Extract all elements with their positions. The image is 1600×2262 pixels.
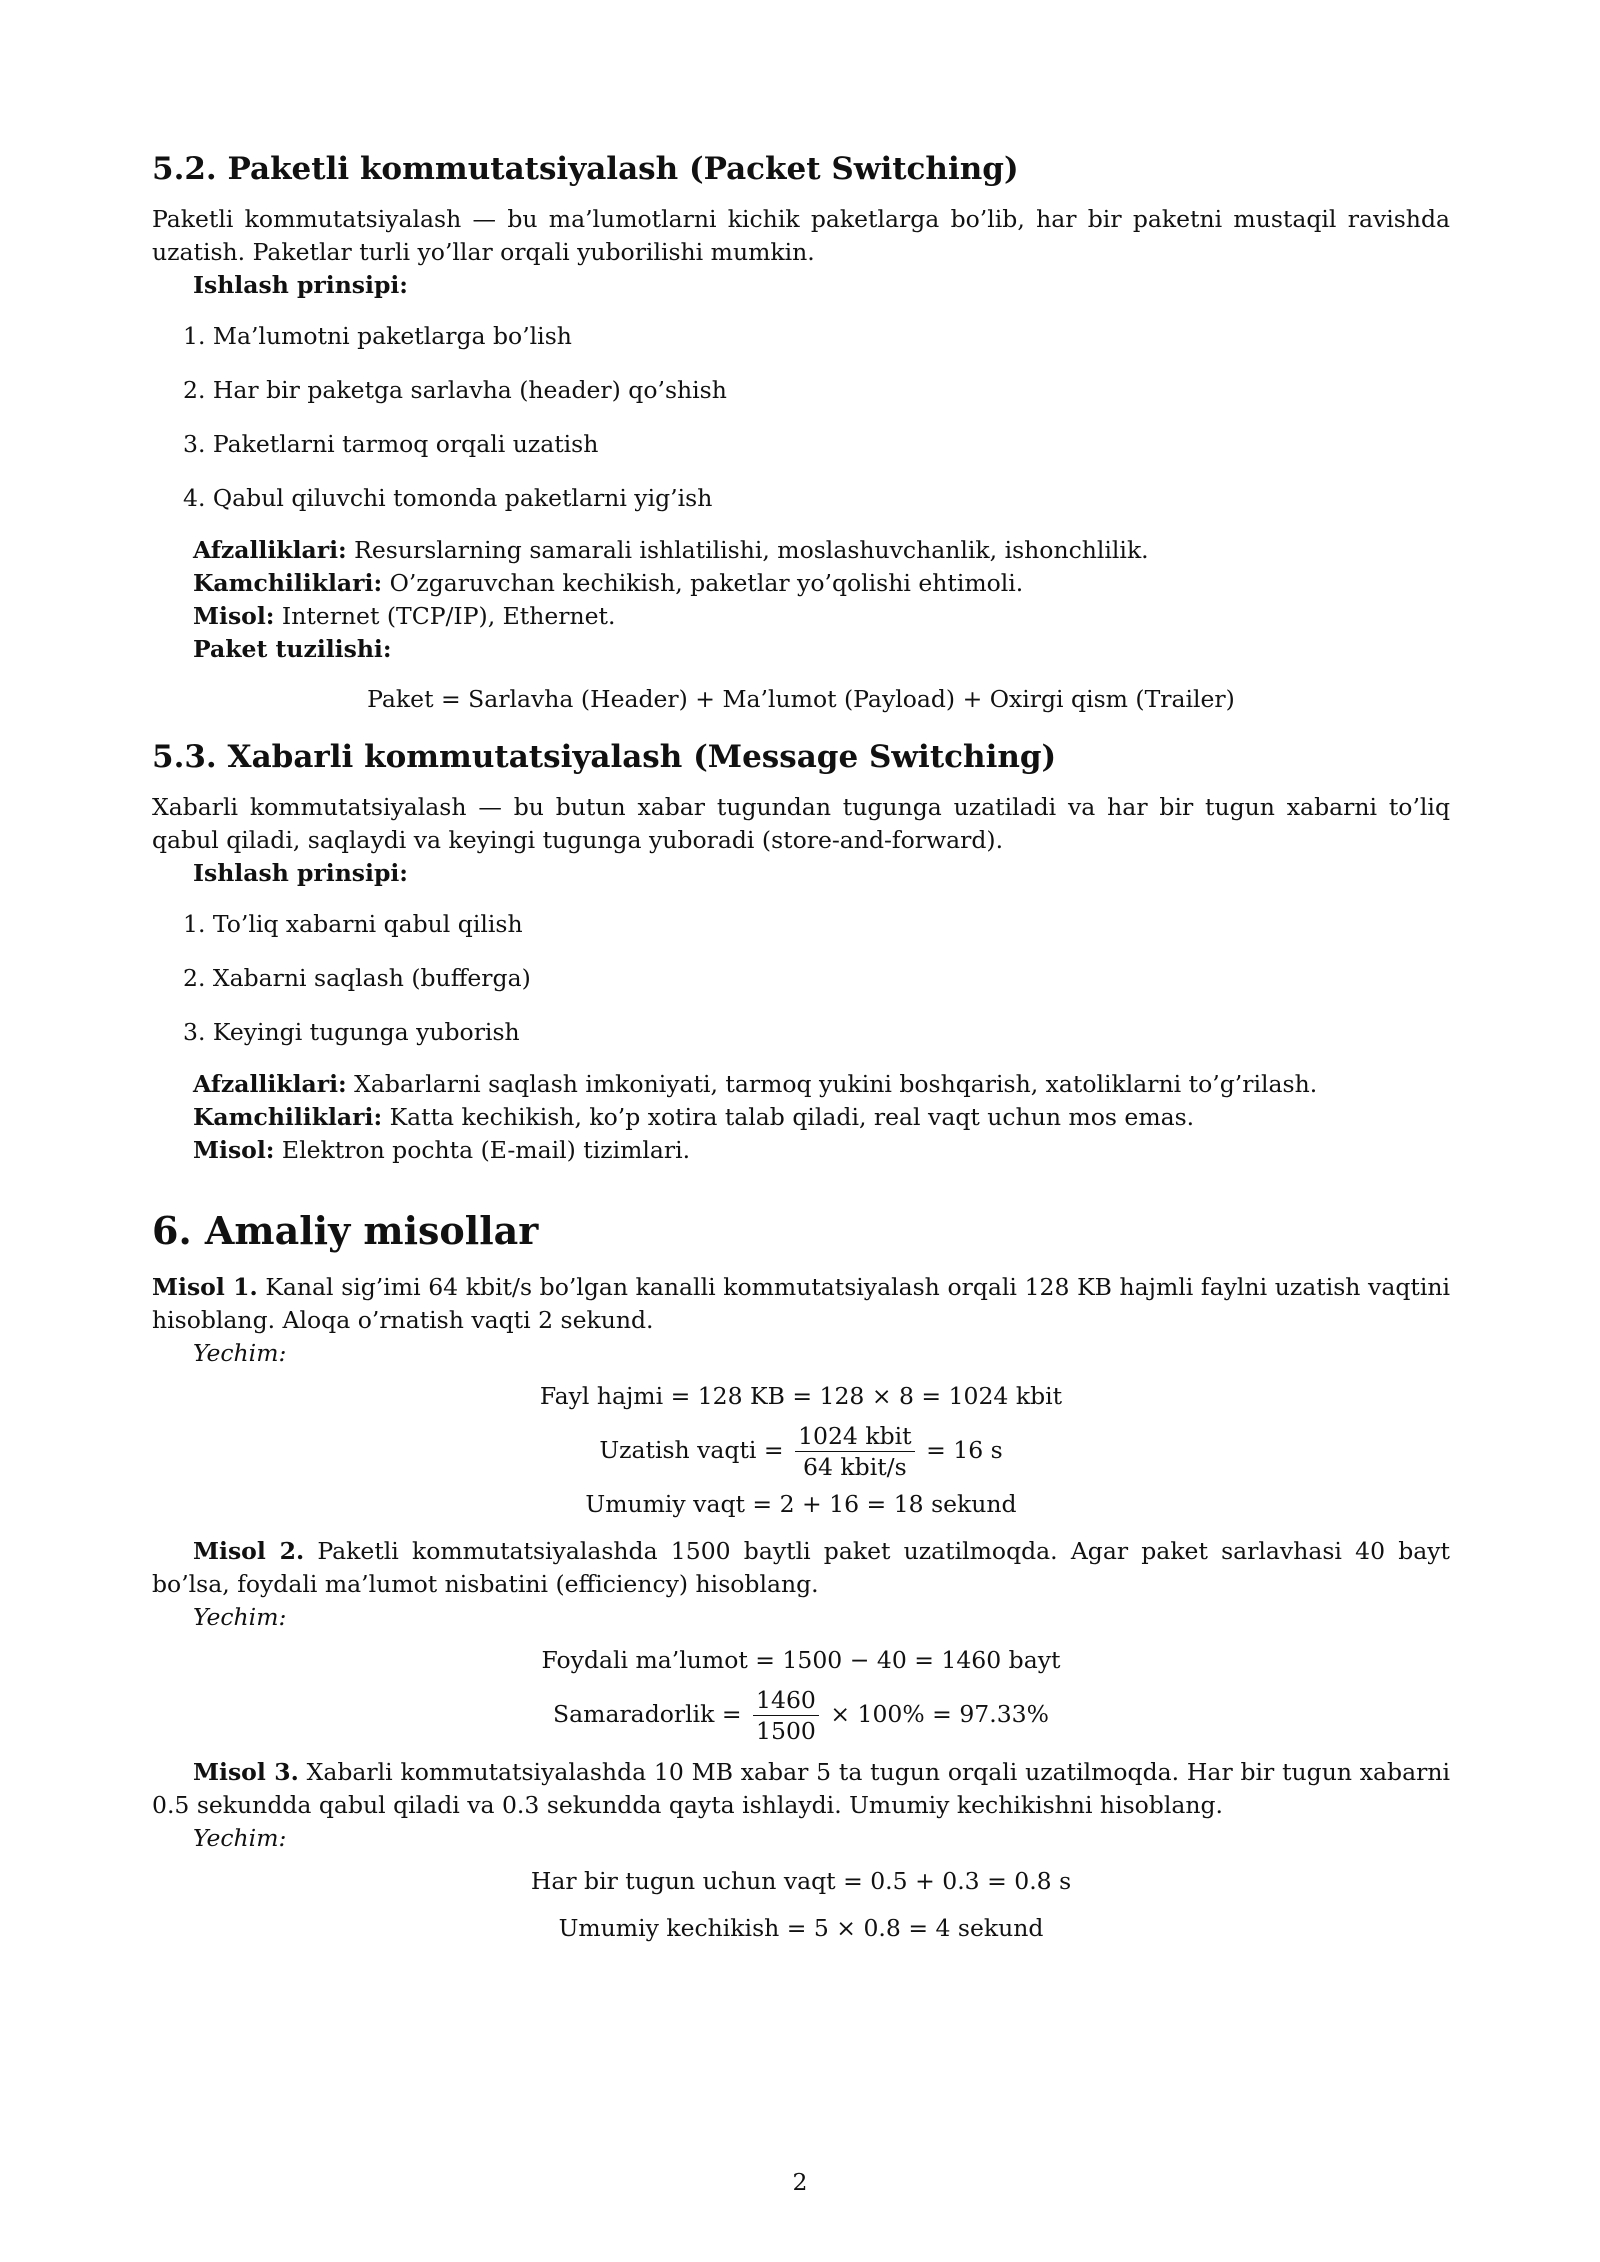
example-1: [152, 1271, 1450, 1337]
advantages-label: Afzalliklari:: [193, 1070, 347, 1098]
disadvantages-text: O’zgaruvchan kechikish, paketlar yo’qolishi ehtimoli.: [382, 569, 1024, 597]
advantages-5-2: [152, 534, 1450, 567]
paragraph-intro-5-2: Paketli kommutatsiyalash — bu ma’lumotlarni kichik paketlarga bo’lib, har bir paketni mustaqil ravishda uzatish. Paketlar turli yo’llar orqali yuborilishi mumkin.: [152, 205, 1450, 266]
fraction: [753, 1685, 819, 1746]
list-item: 4. Qabul qiluvchi tomonda paketlarni yig’ish: [183, 484, 713, 512]
eq-left: Uzatish vaqti =: [599, 1436, 784, 1464]
example-2-text: Paketli kommutatsiyalashda 1500 baytli paket uzatilmoqda. Agar paket sarlavhasi 40 bayt bo’lsa, foydali ma’lumot nisbatini (efficiency) hisoblang.: [152, 1537, 1450, 1598]
numerator: 1460: [753, 1685, 819, 1716]
disadvantages-label: Kamchiliklari:: [193, 1103, 383, 1131]
example-1-equation-1: Fayl hajmi = 128 KB = 128 × 8 = 1024 kbit: [539, 1382, 1063, 1410]
advantages-text: Resurslarning samarali ishlatilishi, moslashuvchanlik, ishonchlilik.: [346, 536, 1149, 564]
advantages-label: Afzalliklari:: [193, 536, 347, 564]
paragraph-intro-5-3: Xabarli kommutatsiyalash — bu butun xabar tugundan tugunga uzatiladi va har bir tugun xabarni to’liq qabul qiladi, saqlaydi va keyingi tugunga yuboradi (store-and-forward).: [152, 793, 1450, 854]
example-1-text: Kanal sig’imi 64 kbit/s bo’lgan kanalli kommutatsiyalash orqali 128 KB hajmli faylni uzatish vaqtini hisoblang. Aloqa o’rnatish vaqti 2 sekund.: [152, 1273, 1450, 1334]
example-2-equation-1: Foydali ma’lumot = 1500 − 40 = 1460 bayt: [541, 1646, 1061, 1674]
list-item: 3. Paketlarni tarmoq orqali uzatish: [183, 430, 599, 458]
list-item: 3. Keyingi tugunga yuborish: [183, 1018, 520, 1046]
example-text: Elektron pochta (E-mail) tizimlari.: [274, 1136, 691, 1164]
packet-structure-equation: Paket = Sarlavha (Header) + Ma’lumot (Payload) + Oxirgi qism (Trailer): [367, 685, 1235, 713]
steps-list-5-2: [152, 320, 1450, 515]
eq-right: × 100% = 97.33%: [830, 1700, 1049, 1728]
fraction: [795, 1421, 915, 1482]
steps-list-5-3: [152, 908, 1450, 1049]
disadvantages-5-3: [152, 1101, 1450, 1134]
list-item: 2. Har bir paketga sarlavha (header) qo’shish: [183, 376, 727, 404]
example-1-equation-3: Umumiy vaqt = 2 + 16 = 18 sekund: [585, 1490, 1017, 1518]
list-item: 1. Ma’lumotni paketlarga bo’lish: [183, 322, 572, 350]
example-text: Internet (TCP/IP), Ethernet.: [274, 602, 616, 630]
solution-label-2: Yechim:: [193, 1603, 287, 1631]
example-label: Misol:: [193, 1136, 275, 1164]
page-number: 2: [792, 2168, 808, 2196]
example-2: [152, 1535, 1450, 1601]
principle-label-5-2: Ishlash prinsipi:: [193, 271, 408, 299]
disadvantages-label: Kamchiliklari:: [193, 569, 383, 597]
advantages-5-3: [152, 1068, 1450, 1101]
example-1-label: Misol 1.: [152, 1273, 258, 1301]
page-content: [152, 0, 1450, 1945]
example-5-3: [152, 1134, 1450, 1167]
example-1-equation-2: [152, 1421, 1450, 1482]
section-heading-5-3: 5.3. Xabarli kommutatsiyalash (Message Switching): [152, 739, 1057, 775]
eq-left: Samaradorlik =: [553, 1700, 742, 1728]
disadvantages-text: Katta kechikish, ko’p xotira talab qiladi, real vaqt uchun mos emas.: [382, 1103, 1195, 1131]
solution-label-3: Yechim:: [193, 1824, 287, 1852]
example-3-label: Misol 3.: [193, 1758, 299, 1786]
denominator: 1500: [756, 1717, 816, 1745]
example-label: Misol:: [193, 602, 275, 630]
example-2-label: Misol 2.: [193, 1537, 305, 1565]
example-5-2: [152, 600, 1450, 633]
example-3: [152, 1756, 1450, 1822]
disadvantages-5-2: [152, 567, 1450, 600]
eq-right: = 16 s: [926, 1436, 1003, 1464]
section-heading-6: 6. Amaliy misollar: [152, 1208, 539, 1253]
advantages-text: Xabarlarni saqlash imkoniyati, tarmoq yukini boshqarish, xatoliklarni to’g’rilash.: [346, 1070, 1318, 1098]
section-heading-5-2: 5.2. Paketli kommutatsiyalash (Packet Switching): [152, 151, 1019, 187]
example-3-equation-1: Har bir tugun uchun vaqt = 0.5 + 0.3 = 0.8 s: [530, 1867, 1072, 1895]
solution-label-1: Yechim:: [193, 1339, 287, 1367]
example-2-equation-2: [152, 1685, 1450, 1746]
numerator: 1024 kbit: [795, 1421, 915, 1452]
list-item: 2. Xabarni saqlash (bufferga): [183, 964, 531, 992]
example-3-text: Xabarli kommutatsiyalashda 10 MB xabar 5 ta tugun orqali uzatilmoqda. Har bir tugun xabarni 0.5 sekundda qabul qiladi va 0.3 sekundda qayta ishlaydi. Umumiy kechikishni hisoblang.: [152, 1758, 1450, 1819]
principle-label-5-3: Ishlash prinsipi:: [193, 859, 408, 887]
example-3-equation-2: Umumiy kechikish = 5 × 0.8 = 4 sekund: [558, 1914, 1044, 1942]
structure-label-5-2: Paket tuzilishi:: [193, 635, 392, 663]
list-item: 1. To’liq xabarni qabul qilish: [183, 910, 523, 938]
denominator: 64 kbit/s: [803, 1453, 907, 1481]
